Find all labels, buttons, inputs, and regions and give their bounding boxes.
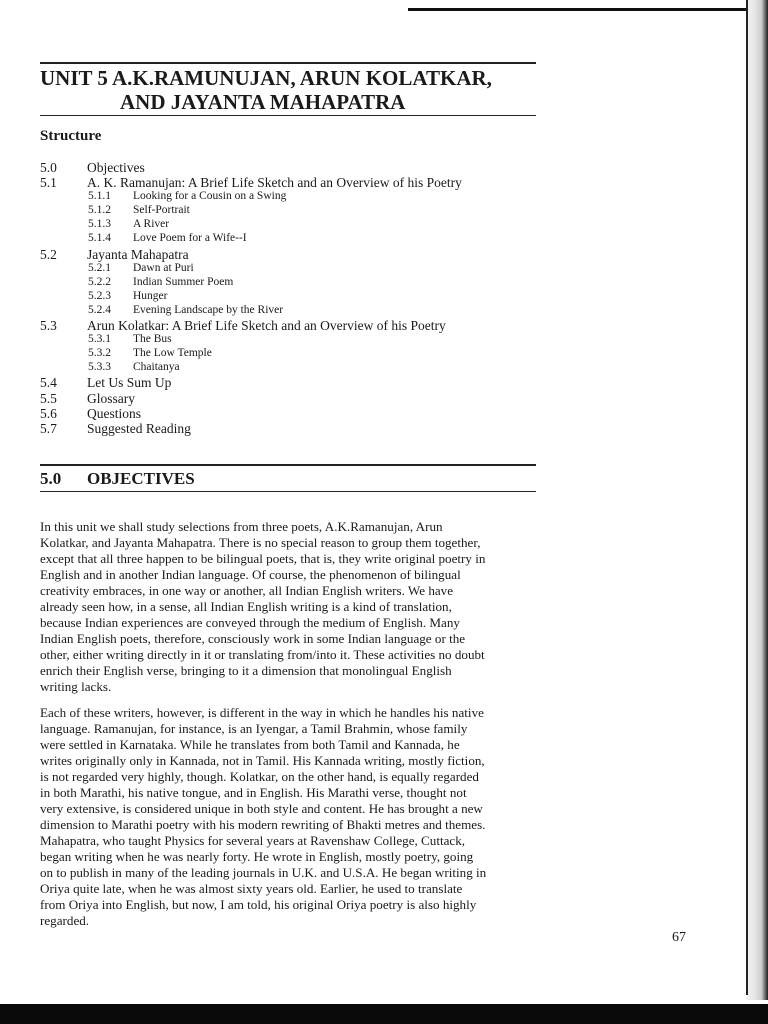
toc-item-title: Hunger — [133, 289, 168, 302]
section-rule-bottom — [40, 491, 536, 493]
toc-item-title: Suggested Reading — [87, 420, 191, 436]
section-heading-block — [40, 464, 536, 492]
toc-item — [40, 318, 540, 333]
toc-item-title: The Bus — [133, 333, 172, 346]
toc-item — [40, 421, 540, 436]
paragraph-line: in both Marathi, his native tongue, and in English. His Marathi verse, thought not — [40, 785, 467, 800]
paragraph-line: Indian English poets, therefore, consciously work in some Indian language or the — [40, 631, 466, 646]
scan-edge-right — [746, 0, 748, 995]
paragraph-line: regarded. — [40, 913, 90, 928]
toc-item-title: Arun Kolatkar: A Brief Life Sketch and an Overview of his Poetry — [87, 318, 446, 334]
toc-item — [40, 304, 540, 318]
section-title: OBJECTIVES — [87, 468, 195, 488]
toc-item-number: 5.6 — [40, 405, 57, 421]
paragraph-line: writes originally only in Kannada, not in Tamil. His Kannada writing, mostly fiction, — [40, 753, 485, 768]
toc-item — [40, 276, 540, 290]
toc-item — [40, 262, 540, 276]
toc-item-number: 5.2 — [40, 246, 57, 262]
paragraph-line: In this unit we shall study selections from three poets, A.K.Ramanujan, Arun — [40, 519, 443, 534]
toc-item — [40, 375, 540, 390]
toc-item-title: A. K. Ramanujan: A Brief Life Sketch and an Overview of his Poetry — [87, 175, 462, 191]
toc-item-title: Glossary — [87, 390, 135, 406]
section-heading — [40, 468, 536, 490]
paragraph-line: from Oriya into English, but now, I am told, his original Oriya poetry is also highly — [40, 897, 477, 912]
toc-item-number: 5.0 — [40, 160, 57, 175]
paragraph-line: dimension to Marathi poetry with his modern rewriting of Bhakti metres and themes. — [40, 817, 486, 832]
paragraph-line: were settled in Karnataka. While he translates from both Tamil and Kannada, he — [40, 737, 460, 752]
toc-item-title: Self-Portrait — [133, 204, 190, 217]
toc-item-number: 5.1.3 — [88, 218, 111, 231]
toc-item-number: 5.3 — [40, 318, 57, 334]
toc-item — [40, 361, 540, 375]
paragraph-line: Oriya quite late, when he was almost sixty years old. Earlier, he used to translate — [40, 881, 463, 896]
toc-item-title: The Low Temple — [133, 347, 212, 360]
unit-title-line1: UNIT 5 A.K.RAMUNUJAN, ARUN KOLATKAR, — [40, 65, 492, 90]
title-rule-bottom — [40, 115, 536, 117]
table-of-contents — [40, 160, 540, 436]
structure-heading: Structure — [40, 128, 102, 144]
toc-item — [40, 190, 540, 204]
paragraph-line: language. Ramanujan, for instance, is an Iyengar, a Tamil Brahmin, whose family — [40, 721, 468, 736]
toc-item-title: A River — [133, 218, 170, 231]
toc-item-number: 5.7 — [40, 420, 57, 436]
toc-item-number: 5.3.1 — [88, 333, 111, 346]
toc-item — [40, 204, 540, 218]
paragraph-line: other, either writing directly in it or translating from/into it. These activities no doubt — [40, 647, 485, 662]
toc-item — [40, 347, 540, 361]
paragraph-line: Mahapatra, who taught Physics for several years at Ravenshaw College, Cuttack, — [40, 833, 466, 848]
toc-item-title: Dawn at Puri — [133, 261, 194, 274]
paragraph-line: because Indian experiences are conveyed through the medium of English. Many — [40, 615, 460, 630]
paragraph-line: began writing when he was nearly forty. He wrote in English, mostly poetry, going — [40, 849, 474, 864]
toc-item-number: 5.2.3 — [88, 289, 111, 302]
toc-item-number: 5.2.1 — [88, 261, 111, 274]
toc-item-title: Objectives — [87, 160, 145, 175]
toc-item — [40, 247, 540, 262]
toc-item-number: 5.3.3 — [88, 361, 111, 374]
unit-title-block — [40, 62, 536, 116]
toc-item-title: Jayanta Mahapatra — [87, 246, 189, 262]
toc-item-title: Evening Landscape by the River — [133, 303, 284, 316]
paragraph-line: except that all three happen to be bilingual poets, that is, they write original poetry in — [40, 551, 486, 566]
toc-item-number: 5.5 — [40, 390, 57, 406]
paragraph-line: creativity embraces, in one way or another, all Indian English writers. We have — [40, 583, 454, 598]
paragraph-line: writing lacks. — [40, 679, 112, 694]
toc-item — [40, 333, 540, 347]
toc-item — [40, 290, 540, 304]
paragraph-line: on to publish in many of the leading journals in U.K. and U.S.A. He began writing in — [40, 865, 487, 880]
section-rule-top — [40, 464, 536, 466]
paragraph-intro — [40, 519, 532, 695]
unit-title-line2: AND JAYANTA MAHAPATRA — [120, 89, 406, 114]
toc-item-number: 5.2.2 — [88, 275, 111, 288]
toc-item — [40, 160, 540, 175]
toc-item — [40, 218, 540, 232]
toc-item-title: Love Poem for a Wife--I — [133, 232, 247, 245]
toc-item — [40, 232, 540, 246]
toc-item-number: 5.4 — [40, 375, 57, 391]
toc-item-title: Indian Summer Poem — [133, 275, 234, 288]
paragraph-line: very extensive, is considered unique in both style and content. He has brought a new — [40, 801, 483, 816]
paragraph-line: Kolatkar, and Jayanta Mahapatra. There is no special reason to group them together, — [40, 535, 481, 550]
paragraph-writers — [40, 705, 532, 929]
title-rule-top — [40, 62, 536, 64]
page-number: 67 — [672, 930, 686, 945]
section-number: 5.0 — [40, 468, 62, 488]
paragraph-line: English and in another Indian language. Of course, the phenomenon of bilingual — [40, 567, 461, 582]
paragraph-line: Each of these writers, however, is different in the way in which he handles his native — [40, 705, 484, 720]
paragraph-line: is not regarded very highly, though. Kolatkar, on the other hand, is equally regarded — [40, 769, 479, 784]
toc-item — [40, 406, 540, 421]
paragraph-line: enrich their English verse, bringing to it a dimension that monolingual English — [40, 663, 452, 678]
toc-item-title: Chaitanya — [133, 361, 180, 374]
toc-item-number: 5.1.4 — [88, 232, 111, 245]
toc-item-number: 5.2.4 — [88, 303, 111, 316]
toc-item-number: 5.1.2 — [88, 204, 111, 217]
scan-border-bottom — [0, 1004, 768, 1024]
toc-item-number: 5.1.1 — [88, 190, 111, 203]
toc-item — [40, 175, 540, 190]
toc-item-title: Questions — [87, 405, 141, 421]
scan-shadow-right — [746, 0, 768, 1000]
toc-item — [40, 391, 540, 406]
toc-item-number: 5.3.2 — [88, 347, 111, 360]
toc-item-number: 5.1 — [40, 175, 57, 191]
paragraph-line: already seen how, in a sense, all Indian English writing is a kind of translation, — [40, 599, 452, 614]
toc-item-title: Looking for a Cousin on a Swing — [133, 190, 287, 203]
toc-item-title: Let Us Sum Up — [87, 375, 172, 391]
